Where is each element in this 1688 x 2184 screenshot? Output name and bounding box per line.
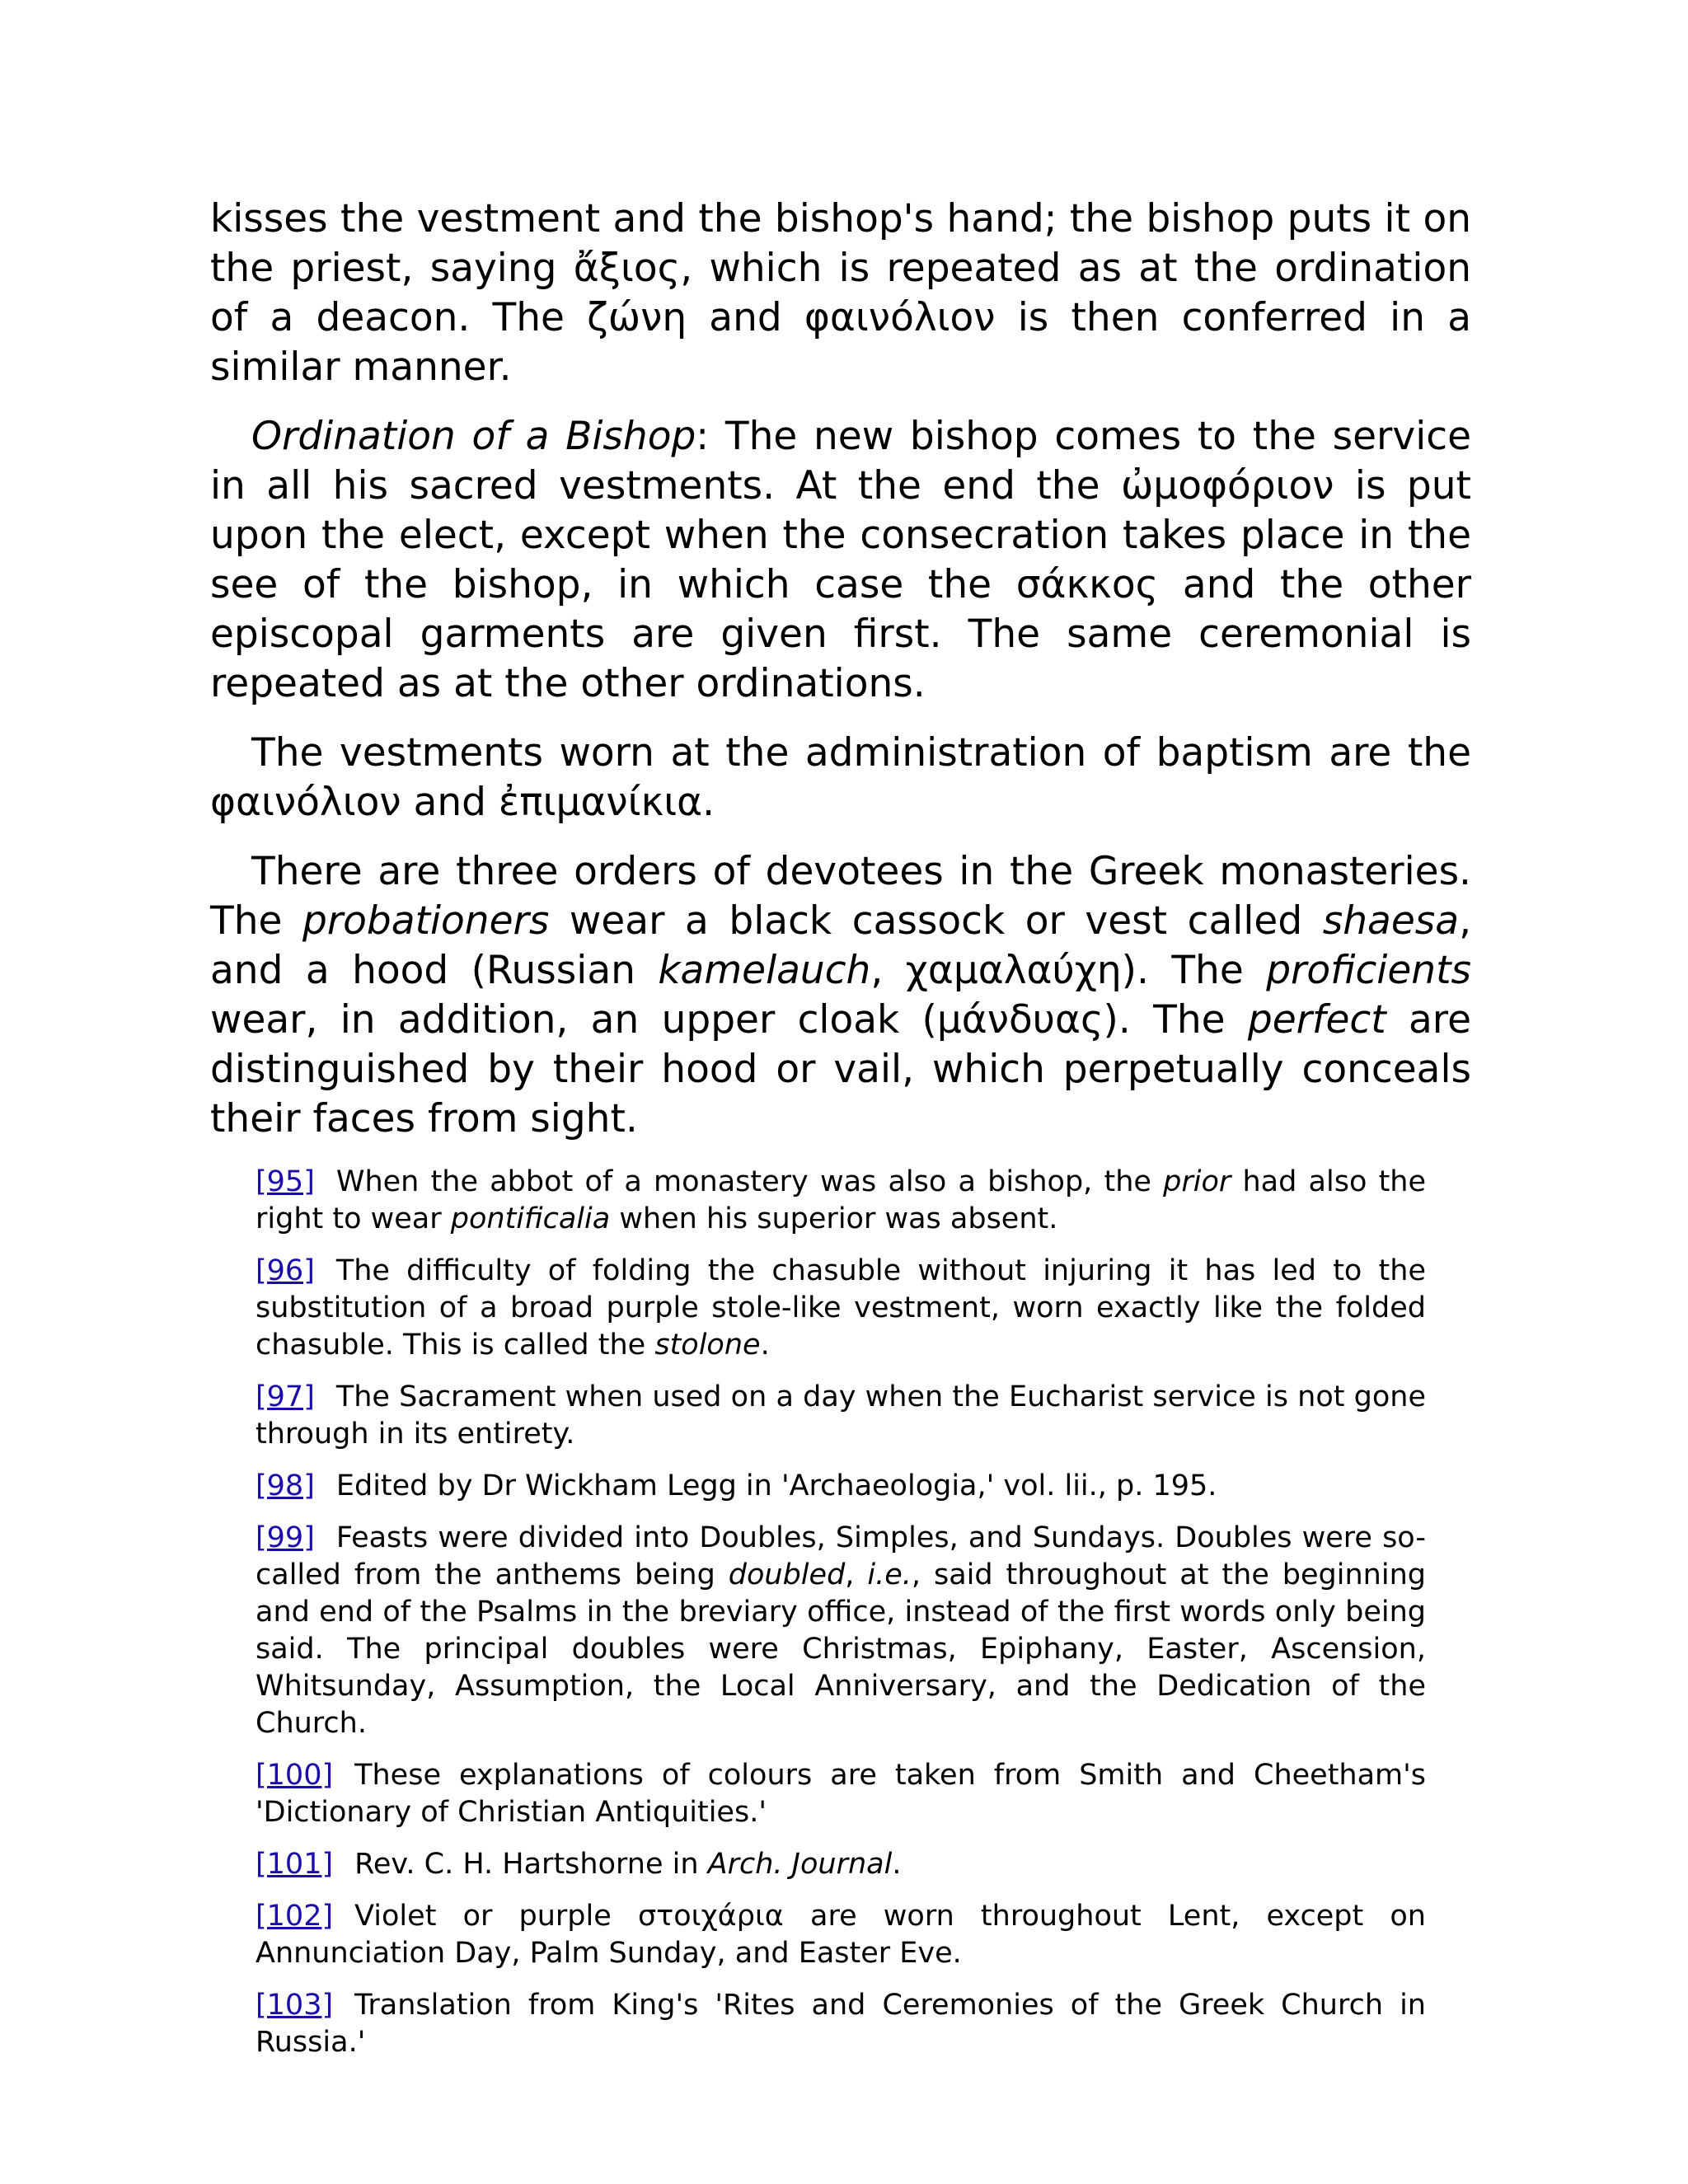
text-segment: . [760,1329,770,1361]
footnote-ref-link[interactable]: [97] [256,1380,315,1413]
footnote [256,1987,1426,2061]
text-segment: The vestments worn at the administration of baptism are the φαινόλιον and ἐπιμανίκια. [210,730,1471,825]
text-segment: , χαμαλαύχη). The [870,948,1267,993]
footnote [256,1757,1426,1831]
text-segment: When the abbot of a monastery was also a bishop, the [335,1165,1164,1198]
footnote [256,1379,1426,1453]
text-segment: The difficulty of folding the chasuble without injuring it has led to the substitution of a broad purple stole-like vestment, worn exactly like the folded chasuble. This is called the [256,1254,1426,1361]
italic-text: stolone [654,1329,761,1361]
italic-text: doubled [728,1558,846,1591]
footnote [256,1846,1426,1883]
text-segment: wear, in addition, an upper cloak (μάνδυας). The [210,997,1248,1043]
footnote [256,1520,1426,1742]
italic-text: proficients [1266,948,1471,993]
text-segment: kisses the vestment and the bishop's hand; the bishop puts it on the priest, saying ἄξιος, which is repeated as at the ordination of a deacon. The ζώνη and φαινόλιον is then conferred in a similar manner. [210,196,1471,390]
text-segment: had also the right to wear [256,1165,1427,1235]
italic-text: Arch. Journal [707,1848,893,1881]
text-segment: Violet or purple στοιχάρια are worn throughout Lent, except on Annunciation Day, Palm Sunday, and Easter Eve. [256,1900,1426,1970]
text-segment: The Sacrament when used on a day when the Eucharist service is not gone through in its entirety. [256,1380,1426,1451]
footnote-ref-link[interactable]: [96] [256,1254,315,1287]
italic-text: perfect [1247,997,1386,1043]
footnote [256,1253,1426,1364]
italic-text: prior [1163,1165,1231,1198]
text-segment: Rev. C. H. Hartshorne in [354,1848,708,1881]
text-segment: , said throughout at the beginning and end of the Psalms in the breviary office, instead of the first words only being said. The principal doubles were Christmas, Epiphany, Easter, Ascension, Whitsunday, Assumption, the Local Anniversary, and the Dedication of the Church. [256,1558,1426,1740]
footnote-ref-link[interactable]: [103] [256,1989,334,2022]
body-paragraph [210,847,1471,1144]
body-text [210,194,1471,1144]
text-segment: , [845,1558,868,1591]
footnote-ref-link[interactable]: [99] [256,1521,315,1554]
footnote-ref-link[interactable]: [101] [256,1848,334,1881]
body-paragraph [210,194,1471,392]
text-segment: : The new bishop comes to the service in all his sacred vestments. At the end the ὠμοφόριον is put upon the elect, except when the consecration takes place in the see of the bishop, in which case the σάκκος and the other episcopal garments are given first. The same ceremonial is repeated as at the other ordinations. [210,414,1472,706]
footnotes-section [256,1164,1426,2061]
footnote [256,1468,1426,1505]
text-segment: wear a black cassock or vest called [549,898,1323,944]
text-segment: . [892,1848,902,1881]
footnote [256,1898,1426,1972]
italic-text: kamelauch [658,948,871,993]
footnote-ref-link[interactable]: [100] [256,1759,334,1792]
text-segment: when his superior was absent. [610,1202,1058,1235]
text-segment: , and a hood (Russian [210,898,1472,993]
body-paragraph [210,729,1471,827]
text-segment: Edited by Dr Wickham Legg in 'Archaeologia,' vol. lii., p. 195. [335,1469,1217,1502]
italic-text: i.e. [867,1558,912,1591]
body-paragraph [210,412,1471,709]
italic-text: pontificalia [450,1202,611,1235]
footnote [256,1164,1426,1238]
text-segment: Translation from King's 'Rites and Ceremonies of the Greek Church in Russia.' [256,1989,1426,2059]
footnote-ref-link[interactable]: [102] [256,1900,334,1933]
footnote-ref-link[interactable]: [95] [256,1165,315,1198]
italic-text: shaesa [1322,898,1460,944]
text-segment: Feasts were divided into Doubles, Simples, and Sundays. Doubles were so-called from the anthems being [256,1521,1426,1591]
text-segment: are distinguished by their hood or vail, which perpetually conceals their faces from sight. [210,997,1471,1141]
italic-text: probationers [302,898,550,944]
document-page [210,194,1471,2076]
text-segment: There are three orders of devotees in the Greek monasteries. The [210,849,1471,944]
text-segment: These explanations of colours are taken from Smith and Cheetham's 'Dictionary of Christian Antiquities.' [256,1759,1426,1829]
footnote-ref-link[interactable]: [98] [256,1469,315,1502]
italic-text: Ordination of a Bishop [251,414,696,459]
